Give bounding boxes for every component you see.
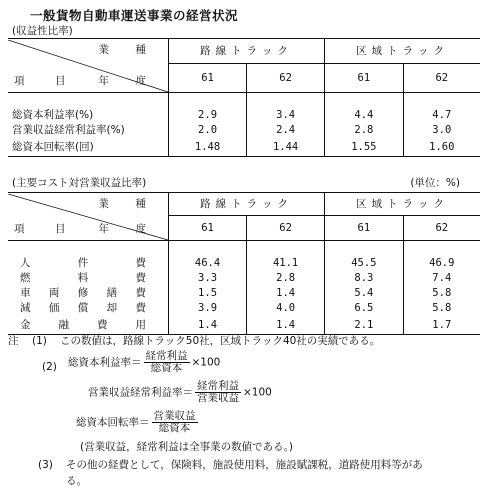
year-cell: 62 [435,221,449,234]
value-cell: 46.9 [429,257,455,269]
value-cell: 1.44 [247,138,325,157]
note-3-text: その他の経費として，保険料，施設使用料，施設賦課税，道路使用料等があ [66,459,423,471]
note-1-text: この数値は，路線トラック50社，区域トラック40社の実績である。 [60,335,381,347]
note-2-paren: (営業収益，経常利益は全事業の数値である。) [80,441,293,453]
row-label: 車 両 修 繕 費 [20,287,146,299]
year-cell: 62 [247,64,325,93]
row-label: 金 融 費 用 [20,318,146,331]
value-cell: 2.1 [325,316,403,335]
row-label: 燃 料 費 [20,272,146,284]
header-nendo: 年 度 [98,74,154,87]
value-cell: 41.1 [247,256,325,271]
value-cell: 1.48 [169,138,247,157]
value-cell: 3.3 [169,271,247,286]
formula-tail: ×100 [191,356,221,369]
denominator: 営業収益 [197,392,239,404]
year-cell: 62 [435,71,449,84]
value-cell: 2.0 [169,123,247,138]
value-cell: 7.4 [432,272,452,284]
value-cell: 2.8 [325,123,403,138]
numerator: 経常利益 [145,350,188,362]
value-cell: 3.0 [432,124,452,136]
header-koumoku: 項 目 [14,222,76,235]
row-label: 総資本回転率(回) [8,138,169,157]
formula-margin [88,381,272,404]
table2-caption: (主要コスト対営業収益比率) [12,177,147,189]
value-cell: 2.4 [247,123,325,138]
note-1-number: (1) [32,335,47,347]
page-title: 一般貨物自動車運送事業の経営状況 [30,8,239,23]
value-cell: 1.60 [429,140,455,153]
fraction [144,351,190,374]
denominator: 総資本 [150,362,183,374]
table1-header-cell [8,39,169,93]
year-cell: 61 [325,216,403,241]
value-cell: 45.5 [325,256,403,271]
value-cell: 1.5 [169,286,247,301]
row-label: 人 件 費 [20,257,146,269]
formula-roa [68,351,220,374]
row-label-cell [8,301,169,316]
value-cell: 3.4 [247,108,325,123]
year-cell: 61 [325,64,403,93]
group-route-truck: 路線トラック [169,39,325,64]
note-3-text-continued: る。 [66,475,87,487]
value-cell: 8.3 [325,271,403,286]
value-cell: 5.8 [432,302,452,314]
value-cell: 6.5 [325,301,403,316]
value-cell: 4.0 [247,301,325,316]
row-label: 営業収益経常利益率(%) [8,123,169,138]
table2-header-cell [8,193,169,241]
formula-turnover [76,411,200,434]
note-3-number: (3) [38,459,53,471]
row-label: 総資本利益率(%) [8,108,169,123]
formula-tail: ×100 [243,386,272,399]
row-label-cell [8,286,169,301]
group-area-truck: 区域トラック [325,39,480,64]
header-gyoshu: 業 種 [98,43,154,56]
group-area-truck: 区域トラック [325,193,480,216]
value-cell: 4.7 [432,109,452,121]
numerator: 営業収益 [153,410,196,422]
year-cell: 61 [169,64,247,93]
value-cell: 1.4 [247,316,325,335]
row-label-cell [8,271,169,286]
value-cell: 2.8 [247,271,325,286]
year-cell: 61 [169,216,247,241]
fraction [195,381,241,404]
header-nendo: 年 度 [98,222,154,235]
year-cell: 62 [247,216,325,241]
value-cell: 5.4 [325,286,403,301]
table1-caption: (収益性比率) [12,25,73,37]
value-cell: 1.4 [169,316,247,335]
header-gyoshu: 業 種 [98,197,154,210]
value-cell: 4.4 [325,108,403,123]
group-route-truck: 路線トラック [169,193,325,216]
value-cell: 46.4 [169,256,247,271]
note-prefix: 注 [8,335,19,347]
formula-lhs: 総資本回転率＝ [76,416,150,429]
row-label-cell [8,316,169,335]
profitability-table [8,38,480,157]
header-koumoku: 項 目 [14,74,76,87]
row-label-cell [8,256,169,271]
numerator: 経常利益 [197,380,239,392]
value-cell: 1.55 [325,138,403,157]
fraction [152,411,198,434]
unit-label: (単位：%) [410,177,460,189]
value-cell: 2.9 [169,108,247,123]
value-cell: 1.4 [247,286,325,301]
denominator: 総資本 [158,422,191,434]
formula-lhs: 総資本利益率＝ [68,356,142,369]
note-2-number: (2) [42,361,57,373]
value-cell: 3.9 [169,301,247,316]
row-label: 減 価 償 却 費 [20,302,146,314]
formula-lhs: 営業収益経常利益率＝ [88,386,193,399]
value-cell: 1.7 [432,318,452,331]
value-cell: 5.8 [432,287,452,299]
cost-ratio-table [8,192,480,335]
